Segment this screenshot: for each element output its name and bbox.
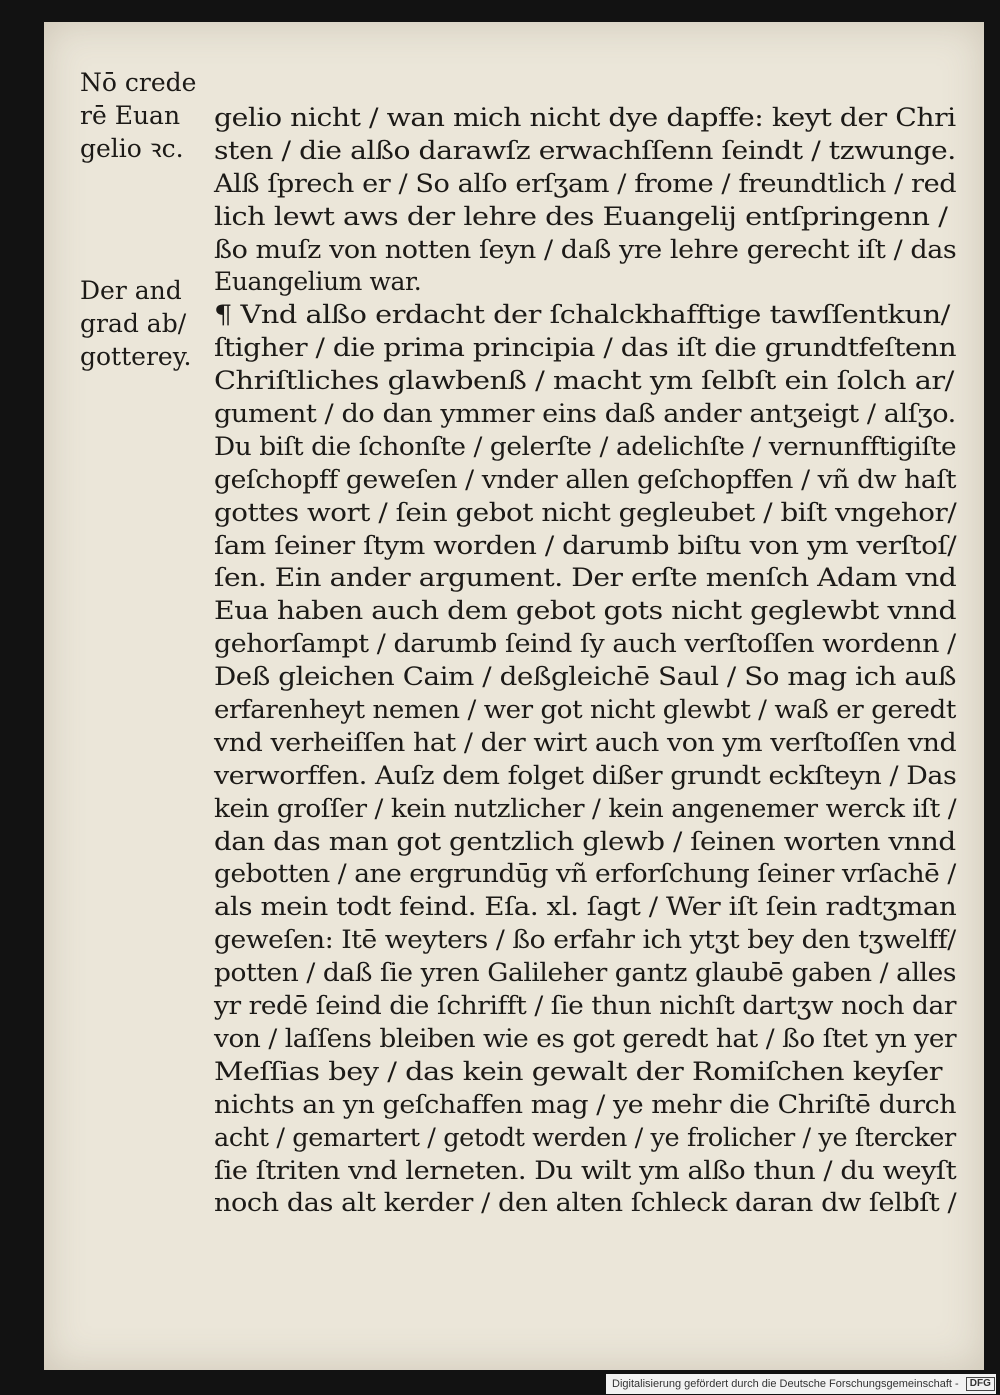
text-line — [214, 1089, 974, 1122]
text-line-content: Alß ſprech er / So alſo erſʒam / frome / freundtlich / red — [214, 168, 957, 198]
text-line — [214, 826, 974, 859]
text-line-content: Chriſtliches glawbenß / macht ym ſelbſt ein ſolch ar/ — [214, 366, 954, 396]
text-line-content: gument / do dan ymmer eins daß ander antʒeigt / alſʒo. — [214, 399, 956, 429]
text-line-content: Eua haben auch dem gebot gots nicht geglewbt vnnd — [214, 596, 957, 626]
text-line-content: ſen. Ein ander argument. Der erſte menſch Adam vnd — [214, 563, 957, 593]
text-line — [214, 595, 974, 628]
text-line — [214, 1122, 974, 1155]
text-line — [214, 990, 974, 1023]
text-line — [214, 464, 974, 497]
text-line-content: yr redē ſeind die ſchrifft / ſie thun nichſt dartʒw noch dar — [214, 991, 957, 1021]
text-line — [214, 332, 974, 365]
text-line — [214, 168, 974, 201]
text-line-content: noch das alt kerder / den alten ſchleck daran dw ſelbſt / — [214, 1188, 957, 1218]
text-line-content: potten / daß ſie yren Galileher gantz glaubē gaben / alles — [214, 958, 956, 988]
text-line-content: acht / gemartert / getodt werden / ye frolicher / ye ſtercker — [214, 1122, 956, 1152]
marginal-note-1 — [80, 66, 196, 165]
text-line — [214, 234, 974, 267]
text-line-content: Du biſt die ſchonſte / gelerſte / adelichſte / vernunfftigiſte — [214, 431, 957, 461]
text-line — [214, 661, 974, 694]
marginal-note-line: grad ab/ — [80, 309, 187, 338]
text-line-content: kein groſſer / kein nutzlicher / kein angenemer werck iſt / — [214, 793, 957, 823]
text-line-content: gebotten / ane ergrundūg vñ erforſchung ſeiner vrſachē / — [214, 859, 956, 889]
text-line-content: ¶ Vnd alßo erdacht der ſchalckhafftige tawſſentkun/ — [214, 300, 950, 330]
text-line — [214, 924, 974, 957]
text-line-content: nichts an yn geſchaffen mag / ye mehr die Chriſtē durch — [214, 1089, 957, 1119]
text-line-content: gottes wort / ſein gebot nicht gegleubet / biſt vngehor/ — [214, 497, 957, 527]
text-line-content: ſam ſeiner ſtym worden / darumb biſtu von ym verſtoſ/ — [214, 530, 957, 560]
main-text-block — [214, 102, 974, 1220]
text-line — [214, 135, 974, 168]
text-line — [214, 497, 974, 530]
text-line — [214, 201, 974, 234]
text-line-content: lich lewt aws der lehre des Euangelij entſpringenn / — [214, 201, 948, 231]
dfg-logo: DFG — [966, 1377, 995, 1391]
marginal-note-2 — [80, 274, 191, 373]
text-line-content: als mein todt feind. Eſa. xl. ſagt / Wer iſt ſein radtʒman — [214, 892, 957, 922]
marginal-note-line: gelio ꝛc. — [80, 134, 184, 163]
text-line-content: gelio nicht / wan mich nicht dye dapffe: keyt der Chri — [214, 103, 956, 132]
text-line-content: Meſſias bey / das kein gewalt der Romiſchen keyſer — [214, 1056, 943, 1086]
text-line-content: Euangelium war. — [214, 267, 422, 297]
text-line-content: gehorſampt / darumb ſeind ſy auch verſtoſſen wordenn / — [214, 629, 956, 659]
text-line — [214, 562, 974, 595]
text-line — [214, 266, 974, 299]
text-line — [214, 530, 974, 563]
text-line-content: geſchopff geweſen / vnder allen geſchopffen / vñ dw haſt — [214, 464, 957, 494]
text-line-content: geweſen: Itē weyters / ßo erfahr ich ytʒt bey den tʒwelff/ — [214, 925, 956, 955]
digitization-credit — [606, 1374, 996, 1394]
text-line — [214, 858, 974, 891]
text-line — [214, 1187, 974, 1220]
text-line-content: erfarenheyt nemen / wer got nicht glewbt / waß er geredt — [214, 695, 956, 725]
text-line — [214, 891, 974, 924]
text-line-content: dan das man got gentzlich glewb / ſeinen worten vnnd — [214, 826, 956, 856]
text-line — [214, 1023, 974, 1056]
text-line — [214, 102, 974, 135]
text-line — [214, 299, 974, 332]
text-line-content: vnd verheiſſen hat / der wirt auch von ym verſtoſſen vnd — [214, 727, 957, 757]
text-line-content: Deß gleichen Caim / deßgleichē Saul / So mag ich auß — [214, 662, 957, 692]
text-line-content: verworffen. Auſz dem folget dißer grundt eckſteyn / Das — [214, 760, 957, 790]
text-line — [214, 957, 974, 990]
text-line — [214, 760, 974, 793]
text-line-content: ſie ſtriten vnd lerneten. Du wilt ym alßo thun / du weyſt — [214, 1155, 957, 1185]
text-line — [214, 365, 974, 398]
text-line — [214, 1056, 974, 1089]
credit-text: Digitalisierung gefördert durch die Deutsche Forschungsgemeinschaft - — [612, 1378, 959, 1390]
text-line-content: sten / die alßo darawſz erwachſſenn ſeindt / tzwunge. — [214, 135, 956, 165]
marginal-note-line: gotterey. — [80, 342, 192, 371]
text-line-content: ßo muſz von notten ſeyn / daß yre lehre gerecht iſt / das — [214, 234, 957, 264]
text-line — [214, 694, 974, 727]
text-line — [214, 431, 974, 464]
text-line-content: ſtigher / die prima principia / das iſt die grundtfeſtenn — [214, 333, 957, 363]
text-line — [214, 628, 974, 661]
text-line — [214, 793, 974, 826]
text-line — [214, 727, 974, 760]
text-line-content: von / laſſens bleiben wie es got geredt hat / ßo ſtet yn yer — [214, 1023, 957, 1053]
text-line — [214, 1155, 974, 1188]
marginal-note-line: rē Euan — [80, 101, 181, 130]
marginal-note-line: Der and — [80, 276, 182, 305]
text-line — [214, 398, 974, 431]
marginal-note-line: Nō crede — [80, 68, 197, 97]
